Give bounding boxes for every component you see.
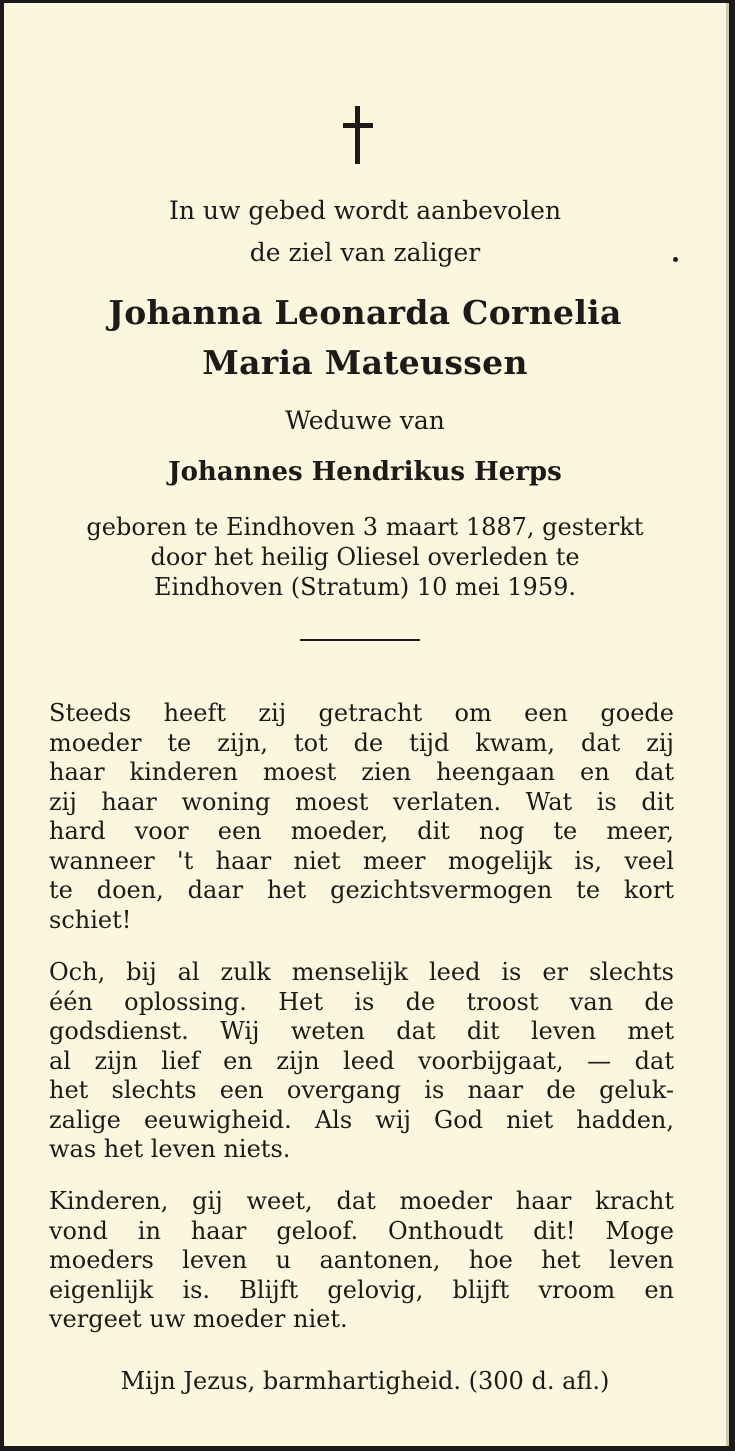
text-line: al zijn lief en zijn leed voorbijgaat, — dat xyxy=(49,1046,674,1075)
text-line: Kinderen, gij weet, dat moeder haar kracht xyxy=(49,1187,674,1215)
paragraph-1 xyxy=(49,699,674,935)
text-line: wanneer 't haar niet meer mogelijk is, veel xyxy=(49,846,674,875)
text-line: hard voor een moeder, dit nog te meer, xyxy=(49,817,674,845)
closing-prayer: Mijn Jezus, barmhartigheid. (300 d. afl.) xyxy=(120,1367,610,1395)
dates-line-1: geboren te Eindhoven 3 maart 1887, gesterkt xyxy=(86,513,644,541)
memorial-card xyxy=(4,3,729,1446)
text-line: Och, bij al zulk menselijk leed is er slechts xyxy=(49,958,674,986)
text-line: eigenlijk is. Blijft gelovig, blijft vroom en xyxy=(49,1275,674,1304)
dates-line-2: door het heilig Oliesel overleden te xyxy=(150,543,580,571)
text-line: vond in haar geloof. Onthoudt dit! Moge xyxy=(49,1216,674,1245)
intro-line-2: de ziel van zaliger xyxy=(249,238,481,267)
text-line: te doen, daar het gezichtsvermogen te kort xyxy=(49,876,674,904)
text-line: was het leven niets. xyxy=(49,1135,291,1163)
text-line: één oplossing. Het is de troost van de xyxy=(49,987,674,1016)
deceased-name-line-2: Maria Mateussen xyxy=(202,343,528,382)
text-line: zalige eeuwigheid. Als wij God niet hadden, xyxy=(49,1105,674,1134)
text-line: moeder te zijn, tot de tijd kwam, dat zij xyxy=(49,728,674,757)
text-line: godsdienst. Wij weten dat dit leven met xyxy=(49,1017,674,1045)
dates-line-3: Eindhoven (Stratum) 10 mei 1959. xyxy=(154,573,576,601)
widow-of-label: Weduwe van xyxy=(285,406,445,435)
divider xyxy=(300,639,420,641)
paragraph-2 xyxy=(49,958,674,1165)
text-line: zij haar woning moest verlaten. Wat is dit xyxy=(49,787,674,816)
text-line: vergeet uw moeder niet. xyxy=(49,1305,348,1333)
deceased-name-line-1: Johanna Leonarda Cornelia xyxy=(108,293,622,332)
paragraph-3 xyxy=(49,1187,674,1335)
cross-icon xyxy=(343,106,373,164)
text-line: moeders leven u aantonen, hoe het leven xyxy=(49,1246,674,1274)
text-line: schiet! xyxy=(49,905,132,934)
husband-name: Johannes Hendrikus Herps xyxy=(168,457,562,487)
text-line: haar kinderen moest zien heengaan en dat xyxy=(49,758,674,786)
text-line: het slechts een overgang is naar de geluk- xyxy=(49,1076,674,1104)
intro-line-1: In uw gebed wordt aanbevolen xyxy=(168,196,562,225)
text-line: Steeds heeft zij getracht om een goede xyxy=(49,699,674,727)
